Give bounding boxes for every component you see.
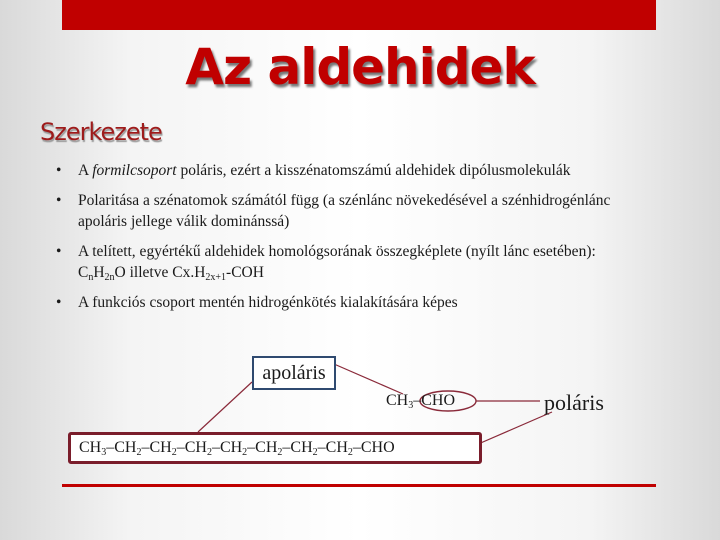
long-chain-formula-box	[68, 432, 482, 464]
bullet-marker: •	[56, 162, 62, 179]
formula-part: CH	[386, 392, 409, 409]
formula-subscript: 2	[206, 447, 212, 458]
formula-subscript: 2	[242, 447, 248, 458]
formula-subscript: 3	[101, 447, 107, 458]
bullet-marker: •	[56, 192, 62, 209]
apolar-connector-line	[198, 382, 252, 432]
bullet-text: -COH	[226, 264, 264, 281]
bullet-marker: •	[56, 243, 62, 260]
bullet-text: poláris, ezért a kisszénatomszámú aldehidek dipólusmolekulák	[176, 162, 571, 179]
slide-subtitle: Szerkezete	[40, 118, 162, 146]
formula-subscript: 2	[136, 447, 142, 458]
formula-part: –CH	[317, 439, 348, 456]
bullet-marker: •	[56, 294, 62, 311]
formula-part: CH	[79, 439, 102, 456]
bullet-text: A telített, egyértékű aldehidek homológsorának összegképlete (nyílt lánc esetében): C	[78, 243, 596, 281]
bullet-text: H	[93, 264, 105, 281]
formula-subscript: 2n	[104, 272, 115, 283]
bottom-accent-line	[62, 484, 656, 487]
formula-part: –CHO	[352, 439, 395, 456]
formula-subscript: 2	[312, 447, 318, 458]
polar-label: poláris	[544, 390, 604, 415]
formula-subscript: n	[88, 272, 94, 283]
bullet-italic-term: formilcsoport	[92, 162, 177, 179]
formula-subscript: 2	[347, 447, 353, 458]
bullet-text: O illetve Cx.H	[114, 264, 206, 281]
formula-subscript: 2	[277, 447, 283, 458]
formula-part: –CH	[211, 439, 243, 456]
formula-part: –CH	[247, 439, 278, 456]
slide-title: Az aldehidek	[185, 38, 535, 96]
formula-part: –CH	[141, 439, 172, 456]
formula-subscript: 2x+1	[205, 272, 227, 283]
formula-subscript: 2	[171, 447, 177, 458]
bullet-text: Polaritása a szénatomok számától függ (a szénlánc növekedésével a szénhidrogénlánc apoláris jellege válik dominánssá)	[78, 192, 611, 230]
formula-part: –CH	[106, 439, 137, 456]
bullet-text: A	[78, 162, 93, 179]
formula-part: –CHO	[413, 392, 456, 409]
polar-connector-line	[476, 412, 552, 445]
bullet-text: A funkciós csoport mentén hidrogénkötés kialakítására képes	[78, 294, 458, 311]
apolar-label-box: apoláris	[252, 356, 336, 390]
short-aldehyde-formula	[386, 390, 455, 412]
formula-subscript: 3	[408, 400, 414, 411]
formula-part: –CH	[176, 439, 207, 456]
formula-part: –CH	[282, 439, 313, 456]
